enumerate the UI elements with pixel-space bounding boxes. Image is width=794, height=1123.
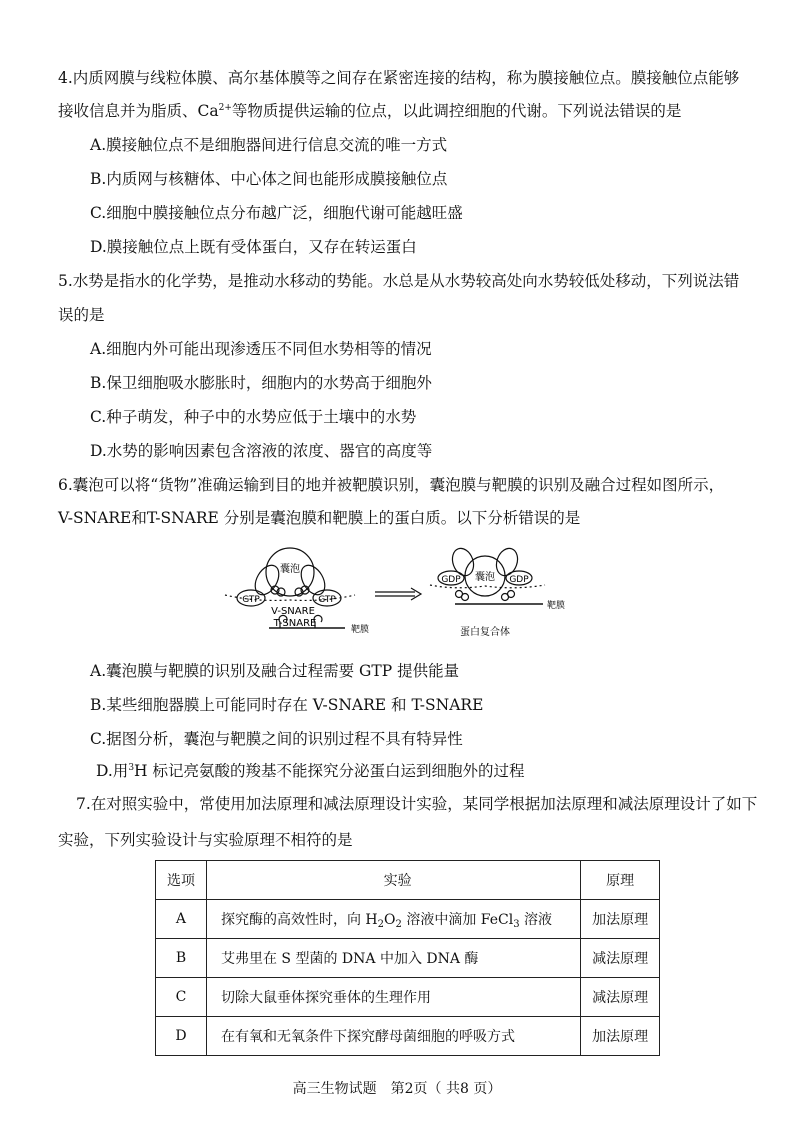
label-vesicle-right: 囊泡: [475, 572, 495, 583]
q6-stem-line1: 6.囊泡可以将“货物”准确运输到目的地并被靶膜识别，囊泡膜与靶膜的识别及融合过程如图所示，: [58, 476, 725, 494]
row-option: B: [156, 939, 207, 978]
row-option: D: [156, 1017, 207, 1056]
q4-option-c: C.细胞中膜接触位点分布越广泛，细胞代谢可能越旺盛: [90, 204, 463, 222]
q4-stem-line2: [58, 101, 681, 121]
header-experiment: 实验: [206, 861, 580, 900]
transition-arrow: [375, 588, 421, 600]
q5-option-a: A.细胞内外可能出现渗透压不同但水势相等的情况: [90, 340, 432, 358]
row-experiment: [206, 900, 580, 939]
row-principle: 加法原理: [581, 1017, 660, 1056]
q5-stem-line2: 误的是: [58, 306, 105, 324]
q5-option-d: D.水势的影响因素包含溶液的浓度、器官的高度等: [90, 442, 433, 460]
exp-part: 溶液中滴加 FeCl: [401, 912, 514, 928]
page-footer: 高三生物试题 第2页（ 共8 页）: [292, 1081, 502, 1097]
q6-option-d-a: D.用: [96, 762, 129, 780]
q5-stem-line1: 5.水势是指水的化学势，是推动水移动的势能。水总是从水势较高处向水势较低处移动，下列说法错: [58, 272, 740, 290]
label-gtp-right: GTP: [318, 595, 336, 605]
label-gdp-left: GDP: [441, 575, 461, 585]
row-experiment: 切除大鼠垂体探究垂体的生理作用: [206, 978, 580, 1017]
row-option: C: [156, 978, 207, 1017]
exp-subscript: 2: [377, 919, 385, 930]
table-row: [156, 978, 660, 1017]
tritium-mass-number: 3: [128, 763, 135, 773]
row-principle: 减法原理: [581, 978, 660, 1017]
row-option: A: [156, 900, 207, 939]
table-row: [156, 1017, 660, 1056]
q6-option-c: C.据图分析，囊泡与靶膜之间的识别过程不具有特异性: [90, 730, 463, 748]
exp-subscript: 3: [513, 919, 520, 930]
label-vesicle-left: 囊泡: [280, 564, 300, 575]
label-v-snare: V-SNARE: [271, 606, 315, 617]
q4-option-a: A.膜接触位点不是细胞器间进行信息交流的唯一方式: [90, 136, 448, 154]
label-t-snare: T-SNARE: [273, 618, 317, 629]
q4-option-d: D.膜接触位点上既有受体蛋白，又存在转运蛋白: [90, 238, 417, 256]
q6-option-d: [96, 761, 525, 781]
q6-option-b: B.某些细胞器膜上可能同时存在 V-SNARE 和 T-SNARE: [90, 696, 484, 714]
label-protein-complex: 蛋白复合体: [460, 627, 510, 638]
q5-option-c: C.种子萌发，种子中的水势应低于土壤中的水势: [90, 408, 417, 426]
row-principle: 减法原理: [581, 939, 660, 978]
row-principle: 加法原理: [581, 900, 660, 939]
table-row: [156, 939, 660, 978]
table-row: [156, 900, 660, 939]
exp-part: 探究酶的高效性时，向 H: [220, 912, 378, 928]
exp-part: O: [384, 912, 396, 928]
q6-option-d-b: H 标记亮氨酸的羧基不能探究分泌蛋白运到细胞外的过程: [134, 762, 525, 780]
q7-stem-line1: 7.在对照实验中，常使用加法原理和减法原理设计实验，某同学根据加法原理和减法原理设计了如下: [76, 795, 758, 813]
q4-stem-line1: 4.内质网膜与线粒体膜、高尔基体膜等之间存在紧密连接的结构，称为膜接触位点。膜接触位点能够: [58, 69, 740, 87]
table-header-row: [156, 861, 660, 900]
q5-option-b: B.保卫细胞吸水膨胀时，细胞内的水势高于细胞外: [90, 374, 432, 392]
label-gdp-right: GDP: [509, 575, 529, 585]
label-gtp-left: GTP: [242, 595, 260, 605]
q4-stem-line2-b: 等物质提供运输的位点，以此调控细胞的代谢。下列说法错误的是: [231, 102, 682, 120]
label-target-membrane-right: 靶膜: [547, 601, 566, 611]
exp-subscript: 2: [395, 919, 402, 930]
q6-stem-line2: V-SNARE和T-SNARE 分别是囊泡膜和靶膜上的蛋白质。以下分析错误的是: [58, 509, 581, 527]
exp-part: 溶液: [519, 912, 553, 928]
experiment-table: [155, 860, 660, 1056]
header-option: 选项: [156, 861, 207, 900]
header-principle: 原理: [581, 861, 660, 900]
q7-stem-line2: 实验，下列实验设计与实验原理不相符的是: [58, 831, 353, 849]
row-experiment: 艾弗里在 S 型菌的 DNA 中加入 DNA 酶: [206, 939, 580, 978]
label-target-membrane-left: 靶膜: [351, 625, 370, 635]
calcium-charge: 2+: [218, 103, 232, 113]
q4-stem-line2-a: 接收信息并为脂质、Ca: [58, 102, 219, 120]
vesicle-fusion-diagram: [215, 540, 585, 660]
q4-option-b: B.内质网与核糖体、中心体之间也能形成膜接触位点: [90, 170, 448, 188]
q6-option-a: A.囊泡膜与靶膜的识别及融合过程需要 GTP 提供能量: [90, 662, 460, 680]
row-experiment: 在有氧和无氧条件下探究酵母菌细胞的呼吸方式: [206, 1017, 580, 1056]
